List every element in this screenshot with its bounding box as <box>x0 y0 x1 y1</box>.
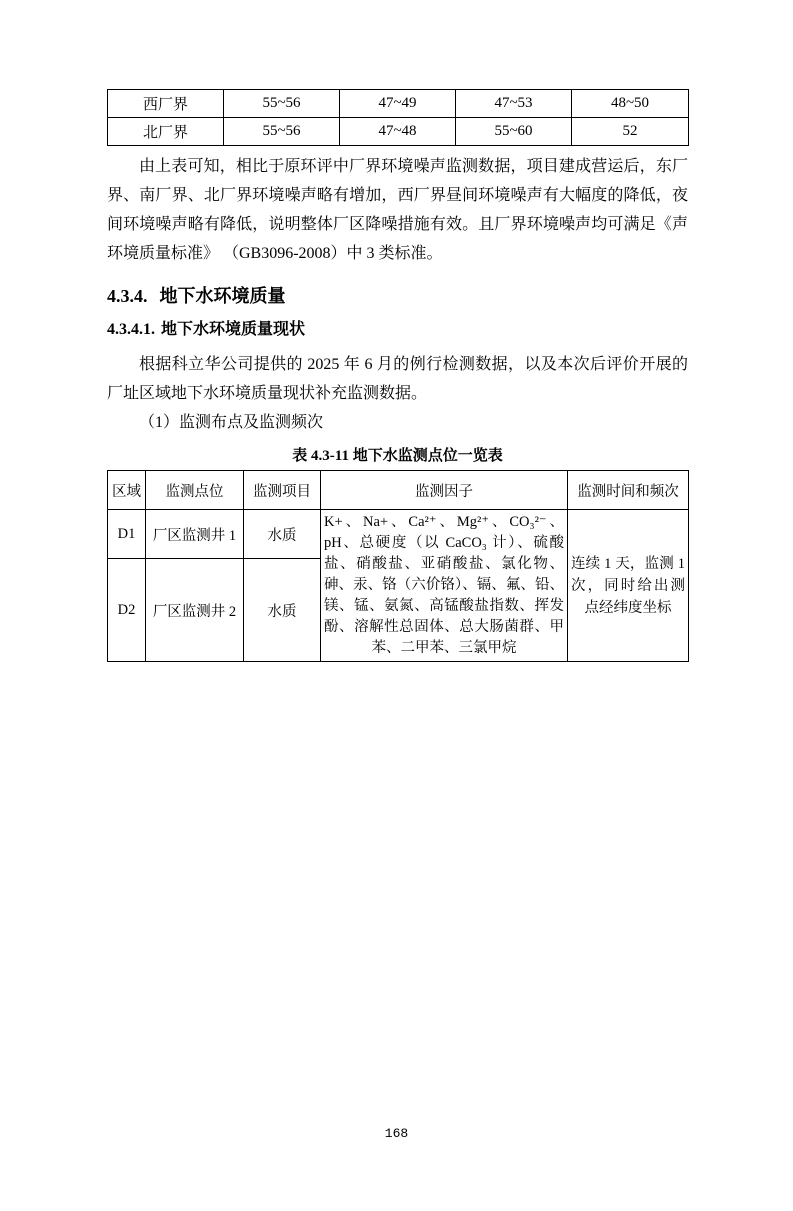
noise-row-label: 西厂界 <box>108 90 224 118</box>
subsection-heading <box>107 319 688 341</box>
noise-value: 48~50 <box>572 90 689 118</box>
subsection-title: 地下水环境质量现状 <box>161 321 306 338</box>
section-title: 地下水环境质量 <box>159 286 286 306</box>
point-cell: 厂区监测井 2 <box>146 559 244 662</box>
column-header-schedule: 监测时间和频次 <box>568 471 689 510</box>
noise-row-label: 北厂界 <box>108 118 224 146</box>
noise-value: 47~49 <box>340 90 456 118</box>
list-item-monitoring-points: （1）监测布点及监测频次 <box>139 414 324 431</box>
column-header-factors: 监测因子 <box>321 471 568 510</box>
item-cell: 水质 <box>244 510 321 559</box>
table-row <box>108 510 689 559</box>
table-header-row <box>108 471 689 510</box>
area-cell: D2 <box>108 559 146 662</box>
factors-cell: K+、Na+、Ca²⁺、Mg²⁺、CO₃²⁻、pH、总硬度（以 CaCO₃ 计）、硫酸盐、硝酸盐、亚硝酸盐、氯化物、砷、汞、铬（六价铬）、镉、氟、铅、镁、锰、氨氮、高锰酸盐指数、挥发酚、溶解性总固体、总大肠菌群、甲苯、二甲苯、三氯甲烷 <box>321 510 568 662</box>
monitoring-table-title: 表 4.3-11 地下水监测点位一览表 <box>292 448 503 464</box>
page-number: 168 <box>384 1126 409 1141</box>
noise-table <box>107 89 689 146</box>
noise-value: 47~48 <box>340 118 456 146</box>
table-row <box>108 118 689 146</box>
column-header-item: 监测项目 <box>244 471 321 510</box>
paragraph-noise-summary: 由上表可知，相比于原环评中厂界环境噪声监测数据，项目建成营运后，东厂界、南厂界、北厂界环境噪声略有增加，西厂界昼间环境噪声有大幅度的降低，夜间环境噪声略有降低，说明整体厂区降噪措施有效。且厂界环境噪声均可满足《声环境质量标准》 （GB3096-2008）中 3 类标准。 <box>107 158 688 262</box>
section-number: 4.3.4. <box>107 286 148 306</box>
document-page <box>0 89 793 1211</box>
paragraph-groundwater-intro: 根据科立华公司提供的 2025 年 6 月的例行检测数据，以及本次后评价开展的厂址区域地下水环境质量现状补充监测数据。 <box>107 356 688 402</box>
noise-value: 55~56 <box>224 90 340 118</box>
subsection-number: 4.3.4.1. <box>107 321 155 338</box>
noise-value: 55~60 <box>456 118 572 146</box>
area-cell: D1 <box>108 510 146 559</box>
noise-value: 52 <box>572 118 689 146</box>
groundwater-monitoring-table <box>107 470 689 662</box>
item-cell: 水质 <box>244 559 321 662</box>
column-header-area: 区域 <box>108 471 146 510</box>
table-row <box>108 90 689 118</box>
section-heading <box>107 283 688 309</box>
point-cell: 厂区监测井 1 <box>146 510 244 559</box>
noise-value: 47~53 <box>456 90 572 118</box>
column-header-point: 监测点位 <box>146 471 244 510</box>
noise-value: 55~56 <box>224 118 340 146</box>
schedule-cell: 连续 1 天，监测 1 次，同时给出测点经纬度坐标 <box>568 510 689 662</box>
